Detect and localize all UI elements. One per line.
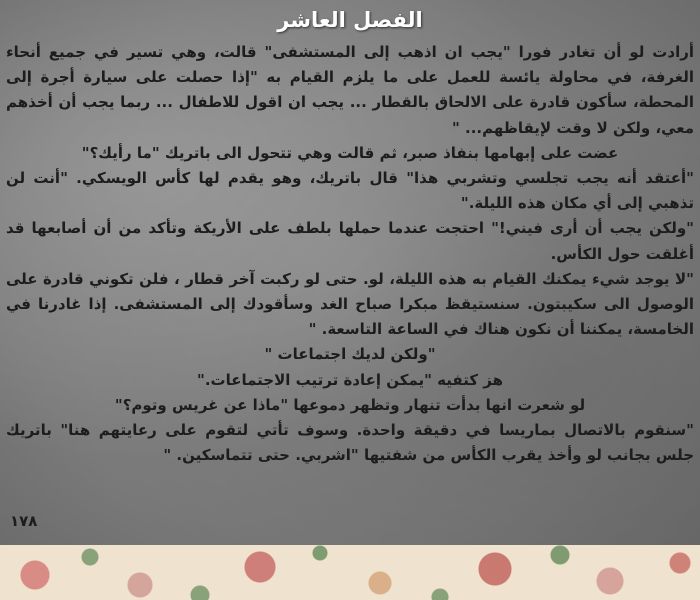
page-number: ١٧٨ — [10, 512, 38, 530]
chapter-title: الفصل العاشر — [277, 8, 423, 32]
paragraph-8: لو شعرت انها بدأت تنهار وتظهر دموعها "ماذا عن غريس وتوم؟" — [114, 395, 586, 414]
paragraph-4: "ولكن يجب أن أرى فيني!" احتجت عندما حملها بلطف على الأريكة وتأكد من أن أصابعها قد أغلقت حول الكأس. — [6, 219, 694, 263]
paragraph-3: "أعتقد أنه يجب تجلسي وتشربي هذا" قال باتريك، وهو يقدم لها كأس الويسكي. "أنت لن تذهبي إلى أي مكان هذه الليلة." — [6, 169, 694, 213]
paragraph-6: "ولكن لديك اجتماعات " — [264, 345, 436, 364]
floral-border — [0, 545, 700, 600]
paragraph-2: عضت على إبهامها بنفاذ صبر، ثم قالت وهي تتحول الى باتريك "ما رأيك؟" — [81, 143, 619, 162]
paragraph-5: "لا يوجد شيء يمكنك القيام به هذه الليلة، لو. حتى لو ركبت آخر قطار ، فلن تكوني قادرة على الوصول الى سكيبتون. سنستيقظ مبكرا صباح الغد وسأقودك إلى المستشفى. إذا غادرنا في الخامسة، يمكننا أن نكون هناك في الساعة التاسعة. " — [6, 269, 694, 339]
page-body — [6, 40, 694, 468]
paragraph-7: هز كتفيه "يمكن إعادة ترتيب الاجتماعات." — [197, 370, 503, 389]
paragraph-9: "سنقوم بالاتصال بماريسا في دقيقة واحدة. وسوف تأتي لتقوم على رعايتهم هنا" باتريك جلس بجانب لو وأخذ يقرب الكأس من شفتيها "اشربي. حتى تتماسكين. " — [6, 421, 694, 465]
paragraph-1: أرادت لو أن تغادر فورا "يجب ان اذهب إلى المستشفى" قالت، وهي تسير في جميع أنحاء الغرفة، في محاولة يائسة للعمل على ما يلزم القيام به "إذا حصلت على سيارة أجرة إلى المحطة، سأكون قادرة على الالحاق بالقطار ... يجب ان اقول للاطفال ... ربما يجب أن أخذهم معي، ولكن لا وقت لإيقاظهم... " — [6, 43, 694, 137]
